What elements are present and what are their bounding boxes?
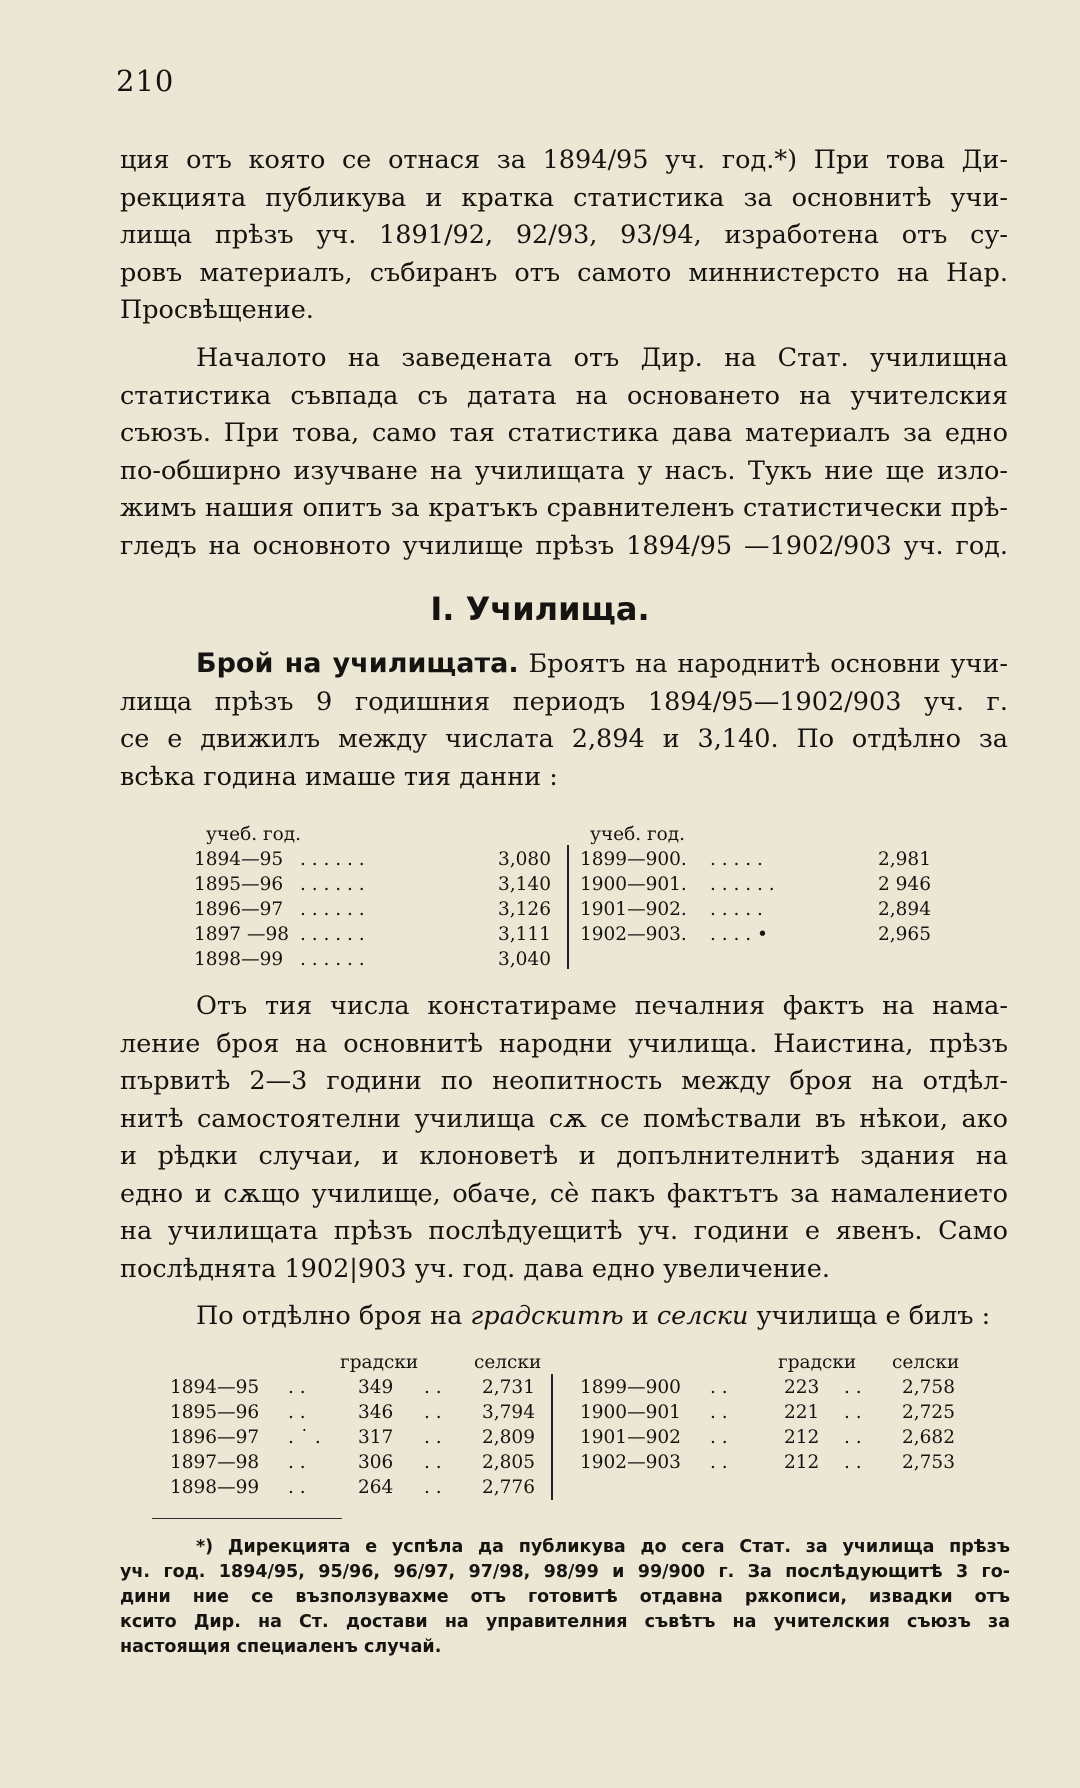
cell-year: 1898—99 (170, 1477, 260, 1498)
text-line: по-обширно изучване на училищата у насъ. Тукъ ние ще изло- (120, 455, 1008, 486)
cell-urban: 221 (784, 1402, 820, 1423)
section-heading: I. Училища. (430, 590, 650, 628)
cell-rural: 2,776 (482, 1477, 535, 1498)
cell-year: 1895—96 (170, 1402, 260, 1423)
text-line: послѣднята 1902|903 уч. год. дава едно увеличение. (120, 1253, 830, 1284)
cell-dots: . . (288, 1377, 306, 1398)
cell-dots: . ˙ . (288, 1427, 321, 1448)
table-1-left (192, 822, 592, 972)
cell-dots: . . (424, 1452, 442, 1473)
cell-rural: 2,753 (902, 1452, 955, 1473)
cell-urban: 212 (784, 1452, 820, 1473)
cell-rural: 2,682 (902, 1427, 955, 1448)
text-line: и рѣдки случаи, и клоноветѣ и допълнителнитѣ здания на (120, 1141, 1008, 1171)
cell-dots: . . . . . . (300, 924, 365, 945)
footnote-line: настоящия специаленъ случай. (120, 1637, 442, 1657)
text-line: едно и сѫщо училище, обаче, сѐ пакъ фактътъ за намалението (120, 1178, 1008, 1209)
cell-year: 1899—900. (580, 849, 687, 870)
text-line: всѣка година имаше тия данни : (120, 761, 558, 792)
column-header: градски (778, 1352, 857, 1373)
table-2-right (580, 1350, 980, 1475)
cell-dots: . . . . . . (300, 874, 365, 895)
cell-dots: . . (288, 1402, 306, 1423)
paragraph-1 (120, 142, 1008, 330)
text-fragment: Броятъ на народнитѣ основни учи- (528, 649, 1008, 679)
text-line: статистика съвпада съ датата на основането на учителския (120, 380, 1008, 411)
cell-dots: . . (844, 1402, 862, 1423)
text-line: нитѣ самостоятелни училища сѫ се помѣствали въ нѣкои, ако (120, 1103, 1008, 1134)
cell-dots: . . . . . . (300, 949, 365, 970)
italic-word: градскитѣ (470, 1301, 624, 1331)
paragraph-4 (120, 988, 1008, 1288)
cell-value: 3,080 (498, 849, 551, 870)
column-divider (567, 845, 569, 969)
text-line: гледъ на основното училище прѣзъ 1894/95 —1902/903 уч. год. (120, 530, 1008, 561)
text-line: Просвѣщение. (120, 295, 314, 325)
text-line: Началото на заведената отъ Дир. на Стат. училищна (196, 343, 1008, 373)
page-number: 210 (116, 64, 175, 98)
cell-dots: . . (288, 1477, 306, 1498)
cell-dots: . . (844, 1427, 862, 1448)
text-line: съюзъ. При това, само тая статистика дава материалъ за едно (120, 418, 1008, 448)
text-line: се е движилъ между числата 2,894 и 3,140. По отдѣлно за (120, 724, 1008, 754)
cell-year: 1895—96 (194, 874, 284, 895)
cell-urban: 349 (358, 1377, 394, 1398)
cell-urban: 212 (784, 1427, 820, 1448)
footnote-line: *) Дирекцията е успѣла да публикува до сега Стат. за училища прѣзъ (196, 1537, 1010, 1557)
subheading: Брой на училищата. (196, 648, 519, 679)
table-2-left (168, 1350, 558, 1500)
paragraph-3 (120, 645, 1008, 796)
cell-dots: . . (710, 1427, 728, 1448)
cell-value: 3,126 (498, 899, 551, 920)
paragraph-5 (120, 1298, 1008, 1336)
cell-rural: 2,758 (902, 1377, 955, 1398)
cell-dots: . . . . . . (300, 899, 365, 920)
cell-rural: 2,805 (482, 1452, 535, 1473)
text-line: на училищата прѣзъ послѣдуещитѣ уч. години е явенъ. Само (120, 1216, 1008, 1246)
cell-year: 1902—903. (580, 924, 687, 945)
cell-dots: . . (844, 1377, 862, 1398)
text-line: ление броя на основнитѣ народни училища. Наистина, прѣзъ (120, 1028, 1008, 1059)
cell-dots: . . (424, 1477, 442, 1498)
column-divider (551, 1374, 553, 1500)
text-line: първитѣ 2—3 години по неопитность между броя на отдѣл- (120, 1066, 1008, 1096)
footnote-line: дини ние се възползувахме отъ готовитѣ отдавна рѫкописи, извадки отъ (120, 1587, 1010, 1607)
cell-dots: . . . . . . (710, 874, 775, 895)
cell-rural: 2,725 (902, 1402, 955, 1423)
text-line: Отъ тия числа констатираме печалния фактъ на нама- (196, 991, 1008, 1021)
paragraph-2 (120, 340, 1008, 565)
footnote (120, 1535, 1010, 1660)
cell-dots: . . (424, 1377, 442, 1398)
footnote-rule (152, 1518, 342, 1519)
column-header: селски (892, 1352, 960, 1373)
cell-value: 3,111 (498, 924, 551, 945)
column-header: селски (474, 1352, 542, 1373)
cell-urban: 223 (784, 1377, 820, 1398)
cell-urban: 264 (358, 1477, 394, 1498)
cell-dots: . . (710, 1402, 728, 1423)
cell-dots: . . . . • (710, 924, 768, 945)
text-line (120, 1298, 1008, 1336)
text-line: жимъ нашия опитъ за кратъкъ сравнителенъ статистически прѣ- (120, 493, 1008, 523)
cell-value: 2,981 (878, 849, 931, 870)
cell-dots: . . . . . . (300, 849, 365, 870)
cell-value: 3,140 (498, 874, 551, 895)
cell-urban: 346 (358, 1402, 394, 1423)
cell-year: 1901—902. (580, 899, 687, 920)
cell-rural: 3,794 (482, 1402, 535, 1423)
cell-year: 1896—97 (170, 1427, 260, 1448)
cell-value: 2 946 (878, 874, 931, 895)
cell-dots: . . (710, 1452, 728, 1473)
cell-dots: . . (844, 1452, 862, 1473)
cell-year: 1898—99 (194, 949, 284, 970)
text-line: лища прѣзъ 9 годишния периодъ 1894/95—1902/903 уч. г. (120, 686, 1008, 717)
column-header: учеб. год. (206, 824, 302, 845)
italic-word: селски (656, 1301, 749, 1331)
text-fragment: училища е билъ : (756, 1301, 991, 1331)
cell-year: 1900—901. (580, 874, 687, 895)
cell-value: 3,040 (498, 949, 551, 970)
cell-dots: . . . . . (710, 899, 763, 920)
cell-urban: 317 (358, 1427, 394, 1448)
text-fragment: и (631, 1301, 649, 1331)
column-header: градски (340, 1352, 419, 1373)
footnote-line: ксито Дир. на Ст. достави на управителния съвѣтъ на учителския съюзъ за (120, 1612, 1010, 1632)
cell-year: 1897—98 (170, 1452, 260, 1473)
cell-dots: . . (288, 1452, 306, 1473)
cell-rural: 2,731 (482, 1377, 535, 1398)
cell-dots: . . (710, 1377, 728, 1398)
cell-year: 1894—95 (194, 849, 284, 870)
cell-year: 1894—95 (170, 1377, 260, 1398)
text-line: рекцията публикува и кратка статистика за основнитѣ учи- (120, 182, 1008, 213)
cell-value: 2,894 (878, 899, 931, 920)
cell-urban: 306 (358, 1452, 394, 1473)
cell-dots: . . . . . (710, 849, 763, 870)
footnote-line: уч. год. 1894/95, 95/96, 96/97, 97/98, 98/99 и 99/900 г. За послѣдующитѣ 3 го- (120, 1562, 1010, 1582)
column-header: учеб. год. (590, 824, 686, 845)
cell-dots: . . (424, 1427, 442, 1448)
text-fragment: По отдѣлно броя на (196, 1301, 463, 1331)
cell-year: 1896—97 (194, 899, 284, 920)
cell-year: 1899—900 (580, 1377, 681, 1398)
table-1-right (580, 822, 960, 947)
cell-year: 1900—901 (580, 1402, 681, 1423)
text-line: ция отъ която се отнася за 1894/95 уч. год.*) При това Ди- (120, 145, 1008, 175)
cell-year: 1901—902 (580, 1427, 681, 1448)
cell-year: 1902—903 (580, 1452, 681, 1473)
text-line (120, 645, 1008, 684)
cell-value: 2,965 (878, 924, 931, 945)
cell-year: 1897 —98 (194, 924, 290, 945)
cell-dots: . . (424, 1402, 442, 1423)
text-line: лища прѣзъ уч. 1891/92, 92/93, 93/94, изработена отъ су- (120, 220, 1008, 250)
text-line: ровъ материалъ, събиранъ отъ самото миннистерсто на Нар. (120, 257, 1008, 288)
cell-rural: 2,809 (482, 1427, 535, 1448)
